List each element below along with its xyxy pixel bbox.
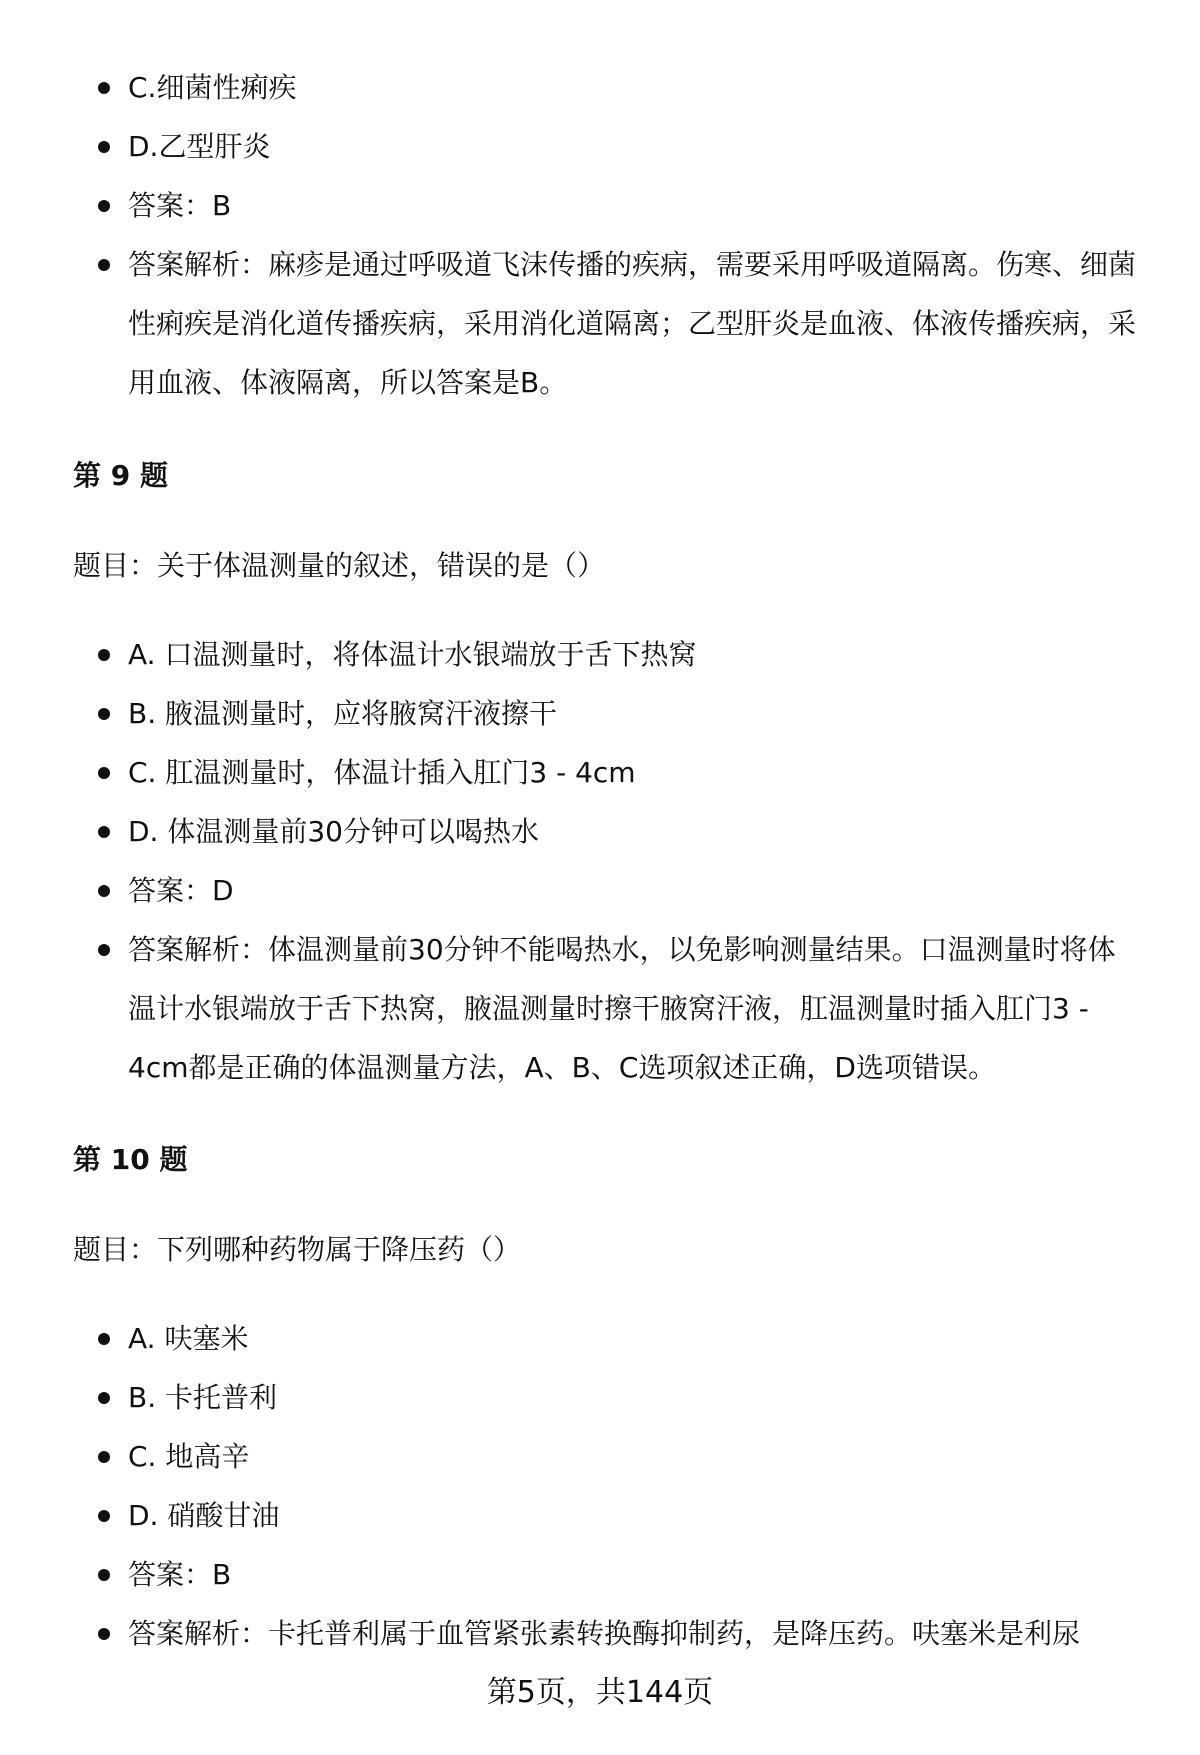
option-c: C.细菌性痢疾	[0, 58, 1200, 117]
question-9-stem: 题目：关于体温测量的叙述，错误的是（）	[73, 549, 606, 582]
option-a: A. 呋塞米	[0, 1309, 1200, 1368]
question-10-title: 第 10 题	[73, 1143, 188, 1176]
question-9-list	[0, 625, 1200, 1097]
option-d: D. 硝酸甘油	[0, 1486, 1200, 1545]
question-10-stem: 题目：下列哪种药物属于降压药（）	[73, 1233, 522, 1266]
question-9-title: 第 9 题	[73, 459, 168, 492]
question-9-options	[0, 625, 1200, 1097]
option-c: C. 肛温测量时，体温计插入肛门3 - 4cm	[0, 743, 1200, 802]
option-b: B. 腋温测量时，应将腋窝汗液擦干	[0, 684, 1200, 743]
answer-analysis: 答案解析：卡托普利属于血管紧张素转换酶抑制药，是降压药。呋塞米是利尿	[0, 1604, 1200, 1663]
question-8-list	[0, 58, 1200, 412]
page-number-footer: 第5页，共144页	[486, 1675, 714, 1710]
question-10-list	[0, 1309, 1200, 1663]
answer-analysis: 答案解析：体温测量前30分钟不能喝热水，以免影响测量结果。口温测量时将体温计水银端放于舌下热窝，腋温测量时擦干腋窝汗液，肛温测量时插入肛门3 - 4cm都是正确的体温测量方法，A、B、C选项叙述正确，D选项错误。	[0, 920, 1200, 1097]
question-10-options	[0, 1309, 1200, 1663]
option-d: D. 体温测量前30分钟可以喝热水	[0, 802, 1200, 861]
option-b: B. 卡托普利	[0, 1368, 1200, 1427]
question-8-continued	[0, 58, 1200, 412]
option-c: C. 地高辛	[0, 1427, 1200, 1486]
option-a: A. 口温测量时，将体温计水银端放于舌下热窝	[0, 625, 1200, 684]
answer-analysis: 答案解析：麻疹是通过呼吸道飞沫传播的疾病，需要采用呼吸道隔离。伤寒、细菌性痢疾是消化道传播疾病，采用消化道隔离；乙型肝炎是血液、体液传播疾病，采用血液、体液隔离，所以答案是B。	[0, 235, 1200, 412]
answer: 答案：B	[0, 1545, 1200, 1604]
option-d: D.乙型肝炎	[0, 117, 1200, 176]
answer: 答案：B	[0, 176, 1200, 235]
answer: 答案：D	[0, 861, 1200, 920]
